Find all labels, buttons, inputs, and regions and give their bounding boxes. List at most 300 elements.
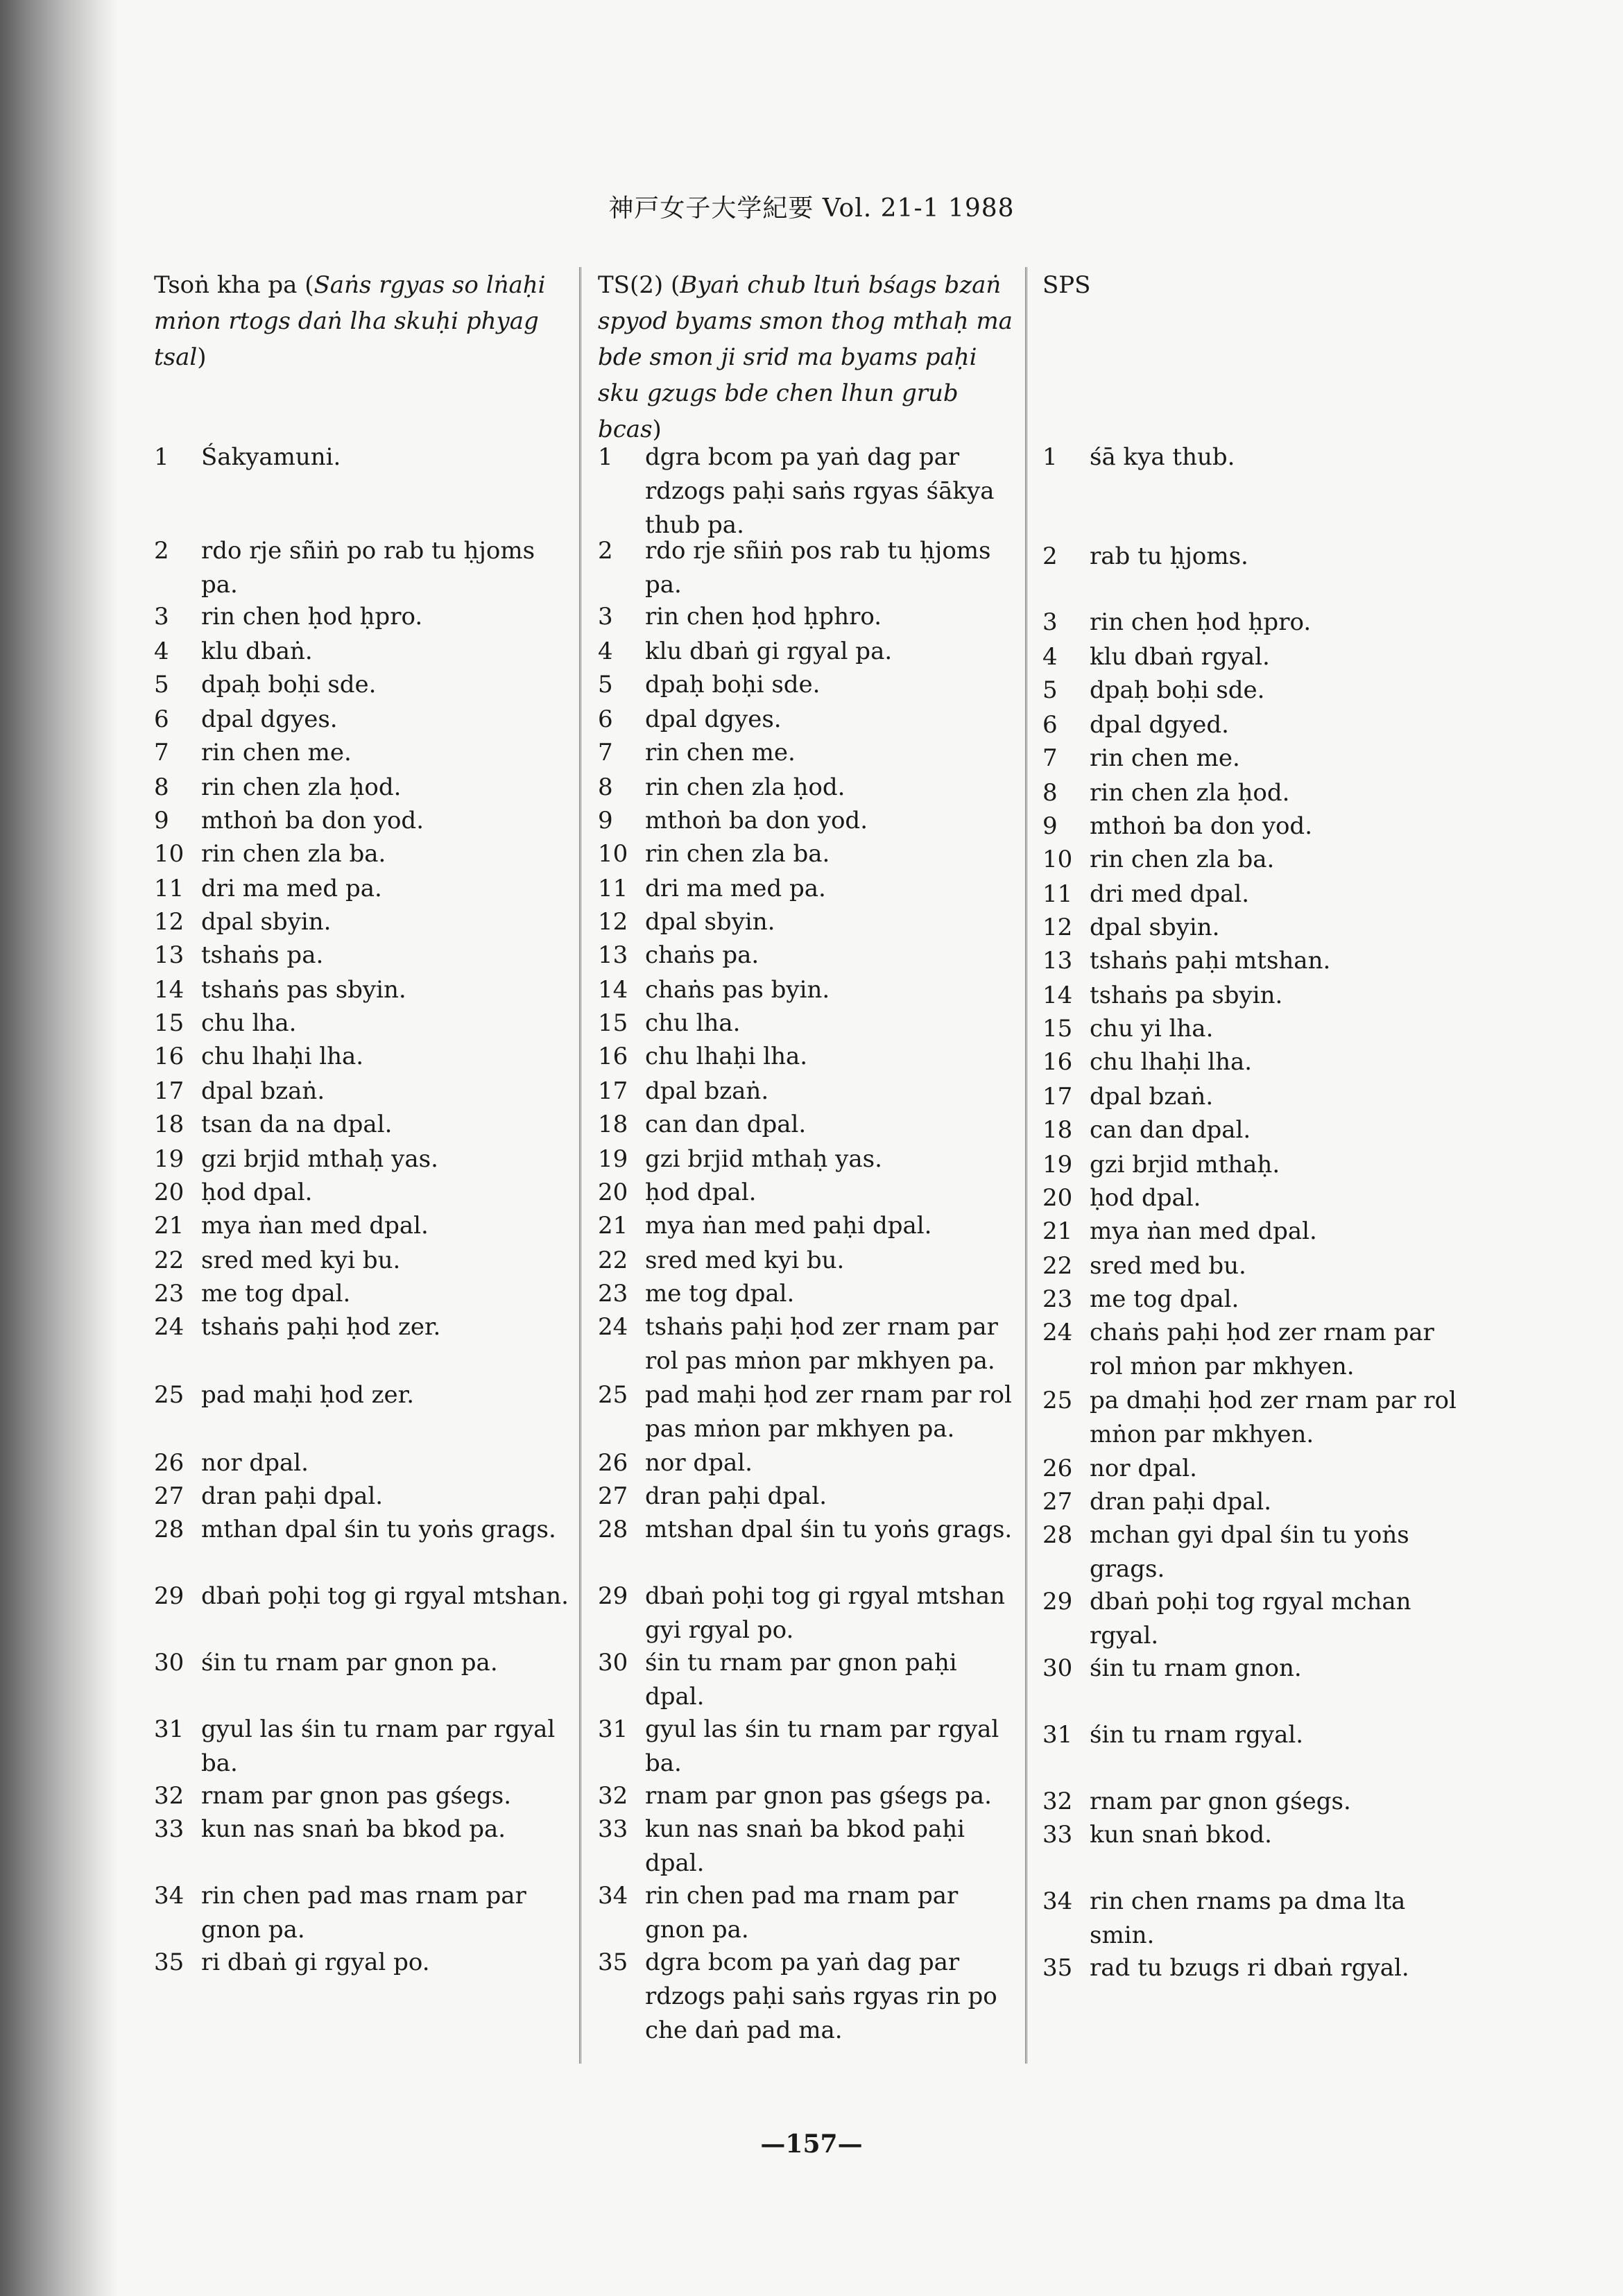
list-item: [598, 668, 1014, 702]
entry-number: 27: [1042, 1488, 1073, 1516]
list-item: [1042, 1785, 1459, 1819]
list-item: [598, 939, 1014, 973]
list-item: [154, 905, 570, 939]
entry-text: ḥod dpal.: [1090, 1184, 1201, 1212]
list-item: [598, 804, 1014, 838]
entry-text: dri ma med pa.: [201, 875, 382, 902]
list-item: [154, 1378, 570, 1412]
list-item: [1042, 979, 1459, 1013]
entry-number: 34: [154, 1882, 184, 1910]
list-item: [154, 1480, 570, 1514]
list-item: [1042, 1718, 1459, 1752]
entry-number: 32: [1042, 1788, 1073, 1815]
entry-text: rin chen ḥod ḥpro.: [201, 603, 423, 631]
column-ts2: [598, 267, 1014, 2044]
entry-text: rnam par gnon pas gśegs pa.: [645, 1782, 992, 1810]
column-title: Tsoṅ kha pa (Saṅs rgyas so lṅaḥi mṅon rtogs daṅ lha skuḥi phyag tsal): [154, 271, 546, 371]
list-item: [1042, 1181, 1459, 1215]
entry-text: nor dpal.: [645, 1449, 753, 1477]
entry-text: ḥod dpal.: [645, 1179, 757, 1206]
entry-number: 8: [598, 773, 613, 801]
entry-number: 31: [1042, 1721, 1073, 1749]
list-item: [154, 1074, 570, 1108]
entry-text: dpal bzaṅ.: [645, 1077, 769, 1105]
entry-number: 11: [598, 875, 628, 902]
entry-number: 7: [1042, 744, 1058, 772]
entry-number: 28: [154, 1516, 184, 1543]
entry-number: 35: [1042, 1954, 1073, 1982]
list-item: [154, 1277, 570, 1311]
list-item: [154, 837, 570, 871]
entry-text: gzi brjid mthaḥ yas.: [645, 1145, 882, 1173]
column-title: SPS: [1042, 271, 1091, 299]
entry-number: 9: [598, 807, 613, 834]
entry-number: 29: [154, 1582, 184, 1610]
entry-text: dpal dgyed.: [1090, 711, 1229, 739]
entry-text: dbaṅ poḥi tog rgyal mchan rgyal.: [1090, 1588, 1411, 1650]
list-item: [154, 939, 570, 973]
list-item: [1042, 1012, 1459, 1046]
entry-text: Śakyamuni.: [201, 443, 341, 471]
entry-text: mya ṅan med dpal.: [201, 1212, 429, 1240]
entry-number: 17: [598, 1077, 628, 1105]
list-item: [1042, 742, 1459, 776]
list-item: [1042, 911, 1459, 945]
list-item: [1042, 1818, 1459, 1852]
entry-text: tshaṅs paḥi ḥod zer rnam par rol pas mṅon par mkhyen pa.: [645, 1313, 998, 1375]
entry-number: 4: [598, 637, 613, 665]
list-item: [1042, 1518, 1459, 1586]
list-item: [154, 1108, 570, 1142]
list-item: [1042, 1452, 1459, 1486]
entry-number: 6: [598, 705, 613, 733]
entry-number: 25: [598, 1381, 628, 1409]
list-item: [598, 1779, 1014, 1813]
entry-number: 28: [1042, 1521, 1073, 1549]
entry-number: 21: [154, 1212, 184, 1240]
entry-number: 18: [598, 1111, 628, 1138]
entry-number: 20: [598, 1179, 628, 1206]
entry-number: 28: [598, 1516, 628, 1543]
entry-number: 34: [1042, 1887, 1073, 1915]
list-item: [154, 703, 570, 737]
entry-text: mthoṅ ba don yod.: [201, 807, 424, 834]
list-item: [154, 973, 570, 1007]
entry-text: ḥod dpal.: [201, 1179, 313, 1206]
list-item: [154, 635, 570, 669]
entry-number: 32: [598, 1782, 628, 1810]
entry-text: tshaṅs paḥi ḥod zer.: [201, 1313, 441, 1341]
list-item: [1042, 1283, 1459, 1317]
list-item: [154, 736, 570, 770]
entry-number: 27: [598, 1482, 628, 1510]
entry-number: 7: [598, 739, 613, 766]
entry-text: rin chen zla ba.: [1090, 846, 1275, 873]
list-item: [598, 1142, 1014, 1176]
column-divider: [1025, 267, 1027, 2064]
entry-text: chu yi lha.: [1090, 1015, 1214, 1043]
list-item: [1042, 1384, 1459, 1452]
entry-number: 35: [598, 1948, 628, 1976]
entry-number: 16: [1042, 1048, 1073, 1076]
entry-text: dbaṅ poḥi tog gi rgyal mtshan gyi rgyal po.: [645, 1582, 1006, 1644]
entry-number: 15: [598, 1009, 628, 1037]
entry-text: mya ṅan med paḥi dpal.: [645, 1212, 932, 1240]
list-item: [1042, 674, 1459, 708]
page-number: —157—: [760, 2130, 863, 2159]
entry-number: 25: [154, 1381, 184, 1409]
entry-text: rdo rje sñiṅ pos rab tu ḥjoms pa.: [645, 537, 991, 599]
entry-text: mtshan dpal śin tu yoṅs grags.: [645, 1516, 1013, 1543]
entry-text: kun snaṅ bkod.: [1090, 1821, 1272, 1849]
list-item: [1042, 877, 1459, 911]
entry-text: can dan dpal.: [645, 1111, 807, 1138]
list-item: [154, 1040, 570, 1074]
entry-text: dpaḥ boḥi sde.: [1090, 676, 1265, 704]
entry-text: chu lhaḥi lha.: [201, 1043, 364, 1070]
entry-text: sred med kyi bu.: [201, 1246, 401, 1274]
entry-text: chaṅs paḥi ḥod zer rnam par rol mṅon par mkhyen.: [1090, 1319, 1434, 1380]
entry-text: me tog dpal.: [201, 1280, 351, 1308]
column-sps: [1042, 267, 1459, 1982]
list-item: [154, 1879, 570, 1947]
list-item: [154, 1142, 570, 1176]
entry-text: chu lha.: [645, 1009, 741, 1037]
entry-text: gyul las śin tu rnam par rgyal ba.: [201, 1715, 556, 1777]
entry-number: 25: [1042, 1387, 1073, 1414]
entry-number: 2: [598, 537, 613, 565]
list-item: [1042, 1080, 1459, 1114]
entry-text: tshaṅs pas sbyin.: [201, 976, 406, 1004]
list-item: [1042, 1249, 1459, 1283]
entry-number: 26: [1042, 1455, 1073, 1482]
list-item: [154, 600, 570, 634]
list-item: [154, 1813, 570, 1847]
entry-text: me tog dpal.: [1090, 1285, 1239, 1313]
list-item: [154, 1310, 570, 1344]
entry-number: 12: [154, 908, 184, 936]
list-item: [154, 1176, 570, 1210]
list-item: [1042, 1148, 1459, 1182]
list-item: [598, 1006, 1014, 1040]
entry-text: dri ma med pa.: [645, 875, 826, 902]
entry-number: 33: [1042, 1821, 1073, 1849]
list-item: [598, 1513, 1014, 1547]
entry-text: pad maḥi ḥod zer rnam par rol pas mṅon par mkhyen pa.: [645, 1381, 1012, 1443]
entry-number: 11: [1042, 880, 1073, 908]
list-item: [598, 440, 1014, 542]
list-item: [598, 534, 1014, 602]
entry-text: rnam par gnon pas gśegs.: [201, 1782, 512, 1810]
entry-text: can dan dpal.: [1090, 1116, 1251, 1144]
entry-text: tshaṅs pa sbyin.: [1090, 982, 1283, 1009]
column-tsong-kha-pa: [154, 267, 570, 1976]
entry-number: 3: [598, 603, 613, 631]
entry-text: klu dbaṅ rgyal.: [1090, 643, 1270, 671]
list-item: [1042, 1316, 1459, 1384]
list-item: [154, 1713, 570, 1781]
entry-text: gyul las śin tu rnam par rgyal ba.: [645, 1715, 999, 1777]
entry-text: dran paḥi dpal.: [1090, 1488, 1272, 1516]
entry-number: 9: [154, 807, 169, 834]
entry-number: 16: [598, 1043, 628, 1070]
list-item: [1042, 1113, 1459, 1147]
entry-number: 19: [1042, 1151, 1073, 1179]
list-item: [598, 1480, 1014, 1514]
list-item: [598, 872, 1014, 906]
entry-number: 3: [154, 603, 169, 631]
entry-number: 13: [1042, 947, 1073, 975]
entry-number: 24: [154, 1313, 184, 1341]
entry-text: dri med dpal.: [1090, 880, 1250, 908]
list-item: [598, 905, 1014, 939]
entry-text: pad maḥi ḥod zer.: [201, 1381, 414, 1409]
entry-text: śā kya thub.: [1090, 443, 1235, 471]
entry-text: rin chen ḥod ḥpro.: [1090, 608, 1312, 636]
entry-number: 21: [1042, 1217, 1073, 1245]
entry-number: 18: [154, 1111, 184, 1138]
entry-text: mthoṅ ba don yod.: [645, 807, 868, 834]
list-item: [154, 440, 570, 474]
list-item: [598, 771, 1014, 805]
entry-number: 27: [154, 1482, 184, 1510]
entry-number: 12: [1042, 914, 1073, 941]
entry-number: 30: [154, 1649, 184, 1677]
entry-text: chaṅs pa.: [645, 941, 759, 969]
entry-number: 22: [598, 1246, 628, 1274]
entry-text: mchan gyi dpal śin tu yoṅs grags.: [1090, 1521, 1409, 1583]
list-item: [598, 635, 1014, 669]
entry-text: rin chen rnams pa dma lta smin.: [1090, 1887, 1406, 1949]
entry-number: 6: [154, 705, 169, 733]
entry-text: dpal sbyin.: [201, 908, 332, 936]
list-item: [598, 1579, 1014, 1647]
list-item: [1042, 1652, 1459, 1686]
entry-number: 22: [1042, 1252, 1073, 1280]
entry-number: 26: [154, 1449, 184, 1477]
list-item: [598, 1446, 1014, 1480]
list-item: [1042, 944, 1459, 978]
entry-number: 18: [1042, 1116, 1073, 1144]
entry-text: rab tu ḥjoms.: [1090, 542, 1248, 570]
entry-number: 29: [1042, 1588, 1073, 1616]
entry-text: chu lha.: [201, 1009, 297, 1037]
list-item: [154, 1779, 570, 1813]
entry-number: 17: [154, 1077, 184, 1105]
list-item: [154, 1209, 570, 1243]
entry-number: 1: [1042, 443, 1058, 471]
list-item: [1042, 1215, 1459, 1249]
list-item: [154, 1646, 570, 1680]
entry-number: 10: [154, 840, 184, 868]
list-item: [1042, 606, 1459, 640]
entry-text: dpaḥ boḥi sde.: [201, 671, 377, 699]
list-item: [598, 1310, 1014, 1378]
entry-number: 8: [1042, 779, 1058, 807]
entry-number: 24: [598, 1313, 628, 1341]
entry-text: dbaṅ poḥi tog gi rgyal mtshan.: [201, 1582, 569, 1610]
list-item: [1042, 540, 1459, 574]
entry-text: ri dbaṅ gi rgyal po.: [201, 1948, 430, 1976]
entry-number: 26: [598, 1449, 628, 1477]
entry-number: 15: [154, 1009, 184, 1037]
entry-text: tshaṅs pa.: [201, 941, 324, 969]
entry-text: tsan da na dpal.: [201, 1111, 393, 1138]
entry-text: dgra bcom pa yaṅ dag par rdzogs paḥi saṅs rgyas rin po che daṅ pad ma.: [645, 1948, 997, 2044]
entry-text: dpal bzaṅ.: [201, 1077, 325, 1105]
list-item: [1042, 843, 1459, 877]
entry-text: rin chen me.: [1090, 744, 1240, 772]
entry-number: 20: [1042, 1184, 1073, 1212]
list-item: [598, 1879, 1014, 1947]
entry-text: rin chen me.: [645, 739, 796, 766]
list-item: [154, 668, 570, 702]
entry-number: 1: [154, 443, 169, 471]
column-title: TS(2) (Byaṅ chub ltuṅ bśags bzaṅ spyod byams smon thog mthaḥ ma bde smon ji srid ma byams paḥi sku gzugs bde chen lhun grub bcas): [598, 271, 1013, 443]
entry-text: gzi brjid mthaḥ.: [1090, 1151, 1280, 1179]
entry-text: dpal sbyin.: [645, 908, 775, 936]
list-item: [598, 1244, 1014, 1278]
list-item: [598, 1946, 1014, 2048]
entry-number: 8: [154, 773, 169, 801]
entry-text: rin chen pad mas rnam par gnon pa.: [201, 1882, 526, 1944]
list-item: [1042, 809, 1459, 843]
list-item: [598, 703, 1014, 737]
entry-text: rin chen zla ḥod.: [1090, 779, 1290, 807]
entry-number: 30: [1042, 1654, 1073, 1682]
list-item: [154, 1946, 570, 1980]
running-head: 神戸女子大学紀要 Vol. 21-1 1988: [608, 194, 1015, 223]
list-item: [598, 837, 1014, 871]
entry-text: dpal dgyes.: [645, 705, 782, 733]
entry-text: mthan dpal śin tu yoṅs grags.: [201, 1516, 556, 1543]
list-item: [154, 771, 570, 805]
entry-number: 33: [154, 1815, 184, 1843]
entry-text: śin tu rnam rgyal.: [1090, 1721, 1304, 1749]
entry-number: 30: [598, 1649, 628, 1677]
entry-number: 16: [154, 1043, 184, 1070]
list-item: [598, 1713, 1014, 1781]
entry-text: dpal dgyes.: [201, 705, 338, 733]
entry-text: mya ṅan med dpal.: [1090, 1217, 1317, 1245]
entry-number: 2: [1042, 542, 1058, 570]
entry-number: 23: [1042, 1285, 1073, 1313]
entry-text: mthoṅ ba don yod.: [1090, 812, 1313, 840]
entry-number: 19: [154, 1145, 184, 1173]
book-binding-edge: [0, 0, 118, 2296]
entry-text: rad tu bzugs ri dbaṅ rgyal.: [1090, 1954, 1409, 1982]
entry-number: 23: [598, 1280, 628, 1308]
list-item: [598, 1813, 1014, 1881]
list-item: [1042, 640, 1459, 674]
list-item: [598, 1646, 1014, 1714]
entry-number: 4: [1042, 643, 1058, 671]
entry-text: dran paḥi dpal.: [645, 1482, 827, 1510]
list-item: [1042, 1485, 1459, 1519]
list-item: [598, 1277, 1014, 1311]
entry-text: dpal bzaṅ.: [1090, 1083, 1214, 1111]
entry-number: 7: [154, 739, 169, 766]
entry-number: 23: [154, 1280, 184, 1308]
list-item: [598, 1074, 1014, 1108]
list-item: [1042, 1951, 1459, 1985]
entry-number: 29: [598, 1582, 628, 1610]
list-item: [1042, 708, 1459, 742]
entry-number: 6: [1042, 711, 1058, 739]
entry-number: 5: [1042, 676, 1058, 704]
entry-text: dgra bcom pa yaṅ dag par rdzogs paḥi saṅs rgyas śākya thub pa.: [645, 443, 995, 539]
list-item: [154, 872, 570, 906]
entry-text: sred med kyi bu.: [645, 1246, 845, 1274]
list-item: [598, 1108, 1014, 1142]
entry-number: 35: [154, 1948, 184, 1976]
entry-text: klu dbaṅ gi rgyal pa.: [645, 637, 893, 665]
entry-text: nor dpal.: [1090, 1455, 1197, 1482]
entry-number: 1: [598, 443, 613, 471]
entry-text: dpal sbyin.: [1090, 914, 1220, 941]
entry-text: sred med bu.: [1090, 1252, 1246, 1280]
entry-text: chu lhaḥi lha.: [1090, 1048, 1253, 1076]
entry-text: śin tu rnam par gnon paḥi dpal.: [645, 1649, 957, 1711]
entry-text: tshaṅs paḥi mtshan.: [1090, 947, 1331, 975]
entry-number: 3: [1042, 608, 1058, 636]
entry-text: rin chen me.: [201, 739, 352, 766]
list-item: [1042, 1585, 1459, 1653]
entry-number: 11: [154, 875, 184, 902]
entry-number: 33: [598, 1815, 628, 1843]
entry-number: 15: [1042, 1015, 1073, 1043]
list-item: [598, 600, 1014, 634]
entry-text: chu lhaḥi lha.: [645, 1043, 808, 1070]
entry-text: kun nas snaṅ ba bkod paḥi dpal.: [645, 1815, 965, 1877]
entry-number: 22: [154, 1246, 184, 1274]
entry-text: kun nas snaṅ ba bkod pa.: [201, 1815, 506, 1843]
entry-number: 14: [598, 976, 628, 1004]
entry-text: śin tu rnam gnon.: [1090, 1654, 1302, 1682]
entry-number: 2: [154, 537, 169, 565]
entry-text: śin tu rnam par gnon pa.: [201, 1649, 498, 1677]
list-item: [598, 973, 1014, 1007]
entry-number: 13: [154, 941, 184, 969]
list-item: [1042, 1045, 1459, 1079]
entry-text: me tog dpal.: [645, 1280, 795, 1308]
entry-text: chaṅs pas byin.: [645, 976, 830, 1004]
entry-text: klu dbaṅ.: [201, 637, 313, 665]
list-item: [598, 1040, 1014, 1074]
entry-text: rin chen ḥod ḥphro.: [645, 603, 882, 631]
list-item: [1042, 1885, 1459, 1953]
entry-text: rnam par gnon gśegs.: [1090, 1788, 1351, 1815]
entry-number: 32: [154, 1782, 184, 1810]
list-item: [598, 1209, 1014, 1243]
entry-text: dpaḥ boḥi sde.: [645, 671, 821, 699]
entry-number: 5: [154, 671, 169, 699]
entry-number: 24: [1042, 1319, 1073, 1346]
entry-text: pa dmaḥi ḥod zer rnam par rol mṅon par mkhyen.: [1090, 1387, 1457, 1448]
list-item: [154, 1244, 570, 1278]
list-item: [154, 1513, 570, 1547]
list-item: [1042, 440, 1459, 474]
column-divider: [579, 267, 581, 2064]
entry-number: 34: [598, 1882, 628, 1910]
entry-text: rdo rje sñiṅ po rab tu ḥjoms pa.: [201, 537, 535, 599]
entry-number: 20: [154, 1179, 184, 1206]
list-item: [598, 1378, 1014, 1446]
entry-number: 14: [1042, 982, 1073, 1009]
entry-text: nor dpal.: [201, 1449, 309, 1477]
entry-number: 5: [598, 671, 613, 699]
list-item: [1042, 776, 1459, 810]
